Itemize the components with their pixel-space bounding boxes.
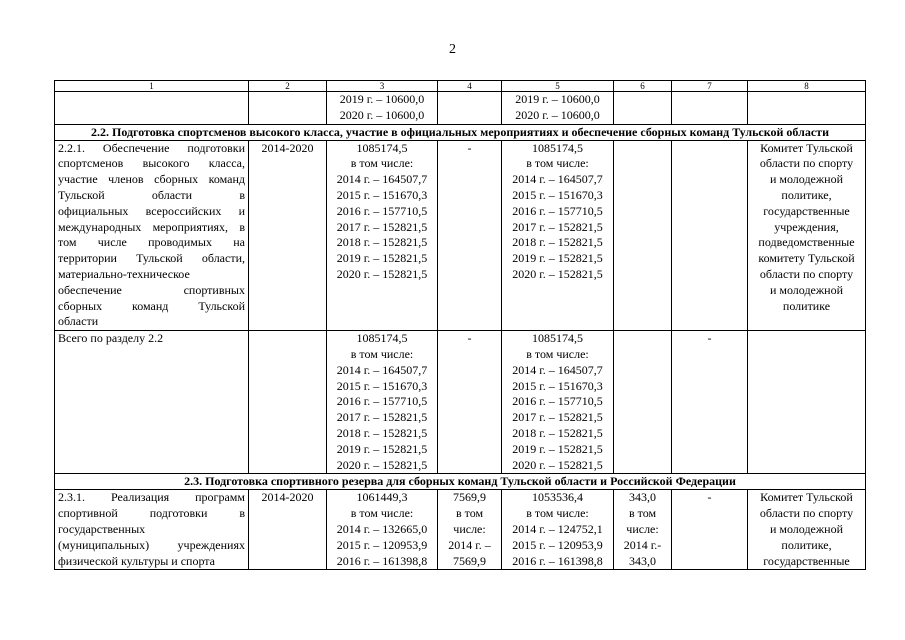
activity-name-line: сборных команд Тульской bbox=[58, 298, 245, 313]
funding-regional-cell bbox=[502, 331, 614, 474]
section-heading-row bbox=[55, 124, 866, 140]
funding-line: 2014 г. – 132665,0 bbox=[336, 521, 428, 536]
funding-line: 1053536,4 bbox=[532, 490, 583, 505]
activity-name-line: территории Тульской области, bbox=[58, 251, 245, 266]
responsible-line: области по спорту bbox=[759, 506, 854, 521]
activity-name-line: 2.2.1. Обеспечение подготовки bbox=[58, 140, 245, 155]
funding-line: 2019 г. – 152821,5 bbox=[512, 251, 603, 266]
extra-budget-cell: - bbox=[672, 490, 748, 570]
column-number: 2 bbox=[249, 81, 327, 92]
funding-line: 2020 г. – 10600,0 bbox=[515, 107, 600, 122]
funding-line: 2017 г. – 152821,5 bbox=[336, 410, 428, 425]
funding-line: 2018 г. – 152821,5 bbox=[336, 235, 428, 250]
funding-regional-cell bbox=[502, 140, 614, 331]
funding-line: числе: bbox=[626, 521, 659, 536]
activity-name-cell bbox=[55, 140, 249, 331]
funding-line: в том bbox=[628, 506, 657, 521]
funding-line: 2016 г. – 157710,5 bbox=[336, 394, 428, 409]
funding-line: 2019 г. – 10600,0 bbox=[339, 92, 425, 106]
extra-budget-cell: - bbox=[672, 331, 748, 474]
funding-line: 1061449,3 bbox=[356, 490, 408, 505]
funding-line: 2020 г. – 152821,5 bbox=[336, 457, 428, 472]
funding-line: 2020 г. – 152821,5 bbox=[336, 266, 428, 281]
funding-line: 2014 г. – 164507,7 bbox=[336, 362, 428, 377]
activity-name-line: области bbox=[58, 314, 99, 329]
responsible-line: подведомственные bbox=[758, 235, 855, 250]
funding-line: 2016 г. – 157710,5 bbox=[512, 394, 603, 409]
funding-line: 2014 г. – 164507,7 bbox=[512, 172, 603, 187]
funding-total-cell bbox=[327, 92, 438, 125]
activity-name-line: участие членов сборных команд bbox=[58, 172, 245, 187]
funding-line: 2015 г. – 120953,9 bbox=[336, 537, 428, 552]
activity-name-line: спортивной подготовки в bbox=[58, 506, 245, 521]
funding-line: 7569,9 bbox=[453, 490, 486, 505]
funding-line: 2014 г. – 164507,7 bbox=[336, 172, 428, 187]
responsible-line: и молодежной bbox=[769, 521, 844, 536]
activity-name-line: официальных всероссийских и bbox=[58, 203, 245, 218]
funding-line: 2016 г. – 157710,5 bbox=[512, 203, 603, 218]
funding-line: 1085174,5 bbox=[356, 331, 408, 346]
funding-line: 2019 г. – 10600,0 bbox=[515, 92, 600, 106]
column-number: 5 bbox=[502, 81, 614, 92]
funding-line: 2018 г. – 152821,5 bbox=[336, 425, 428, 440]
funding-line: 2019 г. – 152821,5 bbox=[512, 441, 603, 456]
funding-line: 1085174,5 bbox=[356, 140, 408, 155]
responsible-line: области по спорту bbox=[759, 266, 854, 281]
responsible-line: комитету Тульской bbox=[758, 251, 855, 266]
activity-name-line: 2.3.1. Реализация программ bbox=[58, 490, 245, 505]
column-number: 7 bbox=[672, 81, 748, 92]
funding-line: 2020 г. – 10600,0 bbox=[339, 107, 425, 122]
funding-line: 2016 г. – 157710,5 bbox=[336, 203, 428, 218]
responsible-line: и молодежной bbox=[769, 172, 844, 187]
responsible-line: государственные bbox=[763, 203, 850, 218]
column-number: 1 bbox=[55, 81, 249, 92]
funding-regional-cell bbox=[502, 92, 614, 125]
activity-name-line: физической культуры и спорта bbox=[58, 553, 216, 568]
responsible-line: Комитет Тульской bbox=[760, 490, 853, 505]
table-row bbox=[55, 490, 866, 570]
period-cell: 2014-2020 bbox=[249, 490, 327, 570]
funding-line: 2019 г. – 152821,5 bbox=[336, 441, 428, 456]
federal-funding-cell: - bbox=[438, 140, 502, 331]
page-number: 2 bbox=[449, 42, 456, 57]
responsible-line: политике, bbox=[781, 537, 832, 552]
funding-line: числе: bbox=[453, 521, 486, 536]
column-number-row bbox=[55, 81, 866, 92]
table-row bbox=[55, 140, 866, 331]
funding-line: в том числе: bbox=[526, 346, 589, 361]
table-row bbox=[55, 92, 866, 125]
funding-line: в том числе: bbox=[350, 506, 414, 521]
federal-funding-cell: - bbox=[438, 331, 502, 474]
funding-line: 2020 г. – 152821,5 bbox=[512, 457, 603, 472]
section-title: 2.2. Подготовка спортсменов высокого класса, участие в официальных мероприятиях и обеспечение сборных команд Тульской области bbox=[55, 124, 866, 140]
column-number: 4 bbox=[438, 81, 502, 92]
responsible-line: учреждения, bbox=[774, 219, 839, 234]
column-number: 3 bbox=[327, 81, 438, 92]
funding-line: в том числе: bbox=[526, 506, 589, 521]
program-table bbox=[54, 80, 866, 570]
municipal-funding-cell bbox=[614, 490, 672, 570]
funding-line: 2018 г. – 152821,5 bbox=[512, 235, 603, 250]
funding-line: в том числе: bbox=[350, 346, 414, 361]
funding-total-cell bbox=[327, 490, 438, 570]
funding-line: 2015 г. – 151670,3 bbox=[336, 187, 428, 202]
responsible-line: области по спорту bbox=[759, 156, 854, 171]
section-heading-row bbox=[55, 474, 866, 490]
funding-line: 2015 г. – 151670,3 bbox=[336, 378, 428, 393]
section-title: 2.3. Подготовка спортивного резерва для сборных команд Тульской области и Российской Федерации bbox=[55, 474, 866, 490]
column-number: 6 bbox=[614, 81, 672, 92]
funding-line: 7569,9 bbox=[453, 553, 486, 568]
responsible-cell bbox=[748, 490, 866, 570]
funding-line: 2019 г. – 152821,5 bbox=[336, 251, 428, 266]
responsible-line: политике bbox=[782, 298, 831, 313]
activity-name-line: государственных bbox=[58, 521, 146, 536]
funding-line: 1085174,5 bbox=[532, 331, 583, 346]
funding-line: 2020 г. – 152821,5 bbox=[512, 266, 603, 281]
funding-regional-cell bbox=[502, 490, 614, 570]
funding-line: 2014 г. – 124752,1 bbox=[512, 521, 603, 536]
responsible-cell bbox=[748, 140, 866, 331]
activity-name-line: Тульской области в bbox=[58, 187, 245, 202]
funding-line: 343,0 bbox=[629, 553, 656, 568]
funding-line: 2014 г.- bbox=[623, 537, 662, 552]
activity-name-line: обеспечение спортивных bbox=[58, 282, 245, 297]
funding-line: 2018 г. – 152821,5 bbox=[512, 425, 603, 440]
period-cell: 2014-2020 bbox=[249, 140, 327, 331]
funding-line: 343,0 bbox=[629, 490, 656, 505]
funding-line: 2015 г. – 151670,3 bbox=[512, 378, 603, 393]
funding-total-cell bbox=[327, 331, 438, 474]
funding-line: 2014 г. – 164507,7 bbox=[512, 362, 603, 377]
responsible-line: и молодежной bbox=[769, 282, 844, 297]
responsible-line: Комитет Тульской bbox=[760, 140, 853, 155]
funding-line: 2014 г. – bbox=[448, 537, 491, 552]
total-label: Всего по разделу 2.2 bbox=[55, 331, 249, 474]
funding-line: 1085174,5 bbox=[532, 140, 583, 155]
table-row bbox=[55, 331, 866, 474]
federal-funding-cell bbox=[438, 490, 502, 570]
activity-name-line: материально-техническое bbox=[58, 266, 190, 281]
activity-name-line: (муниципальных) учреждениях bbox=[58, 537, 245, 552]
activity-name-cell bbox=[55, 490, 249, 570]
funding-line: 2017 г. – 152821,5 bbox=[336, 219, 428, 234]
funding-total-cell bbox=[327, 140, 438, 331]
funding-line: 2017 г. – 152821,5 bbox=[512, 410, 603, 425]
funding-line: 2017 г. – 152821,5 bbox=[512, 219, 603, 234]
funding-line: 2016 г. – 161398,8 bbox=[336, 553, 428, 568]
responsible-line: государственные bbox=[763, 553, 850, 568]
activity-name-line: том числе проводимых на bbox=[58, 235, 245, 250]
funding-line: в том числе: bbox=[526, 156, 589, 171]
funding-line: 2016 г. – 161398,8 bbox=[512, 553, 603, 568]
activity-name-line: спортсменов высокого класса, bbox=[58, 156, 245, 171]
column-number: 8 bbox=[748, 81, 866, 92]
funding-line: в том числе: bbox=[350, 156, 414, 171]
funding-line: в том bbox=[455, 506, 484, 521]
activity-name-line: международных мероприятиях, в bbox=[58, 219, 245, 234]
funding-line: 2015 г. – 151670,3 bbox=[512, 187, 603, 202]
responsible-line: политике, bbox=[781, 187, 832, 202]
funding-line: 2015 г. – 120953,9 bbox=[512, 537, 603, 552]
